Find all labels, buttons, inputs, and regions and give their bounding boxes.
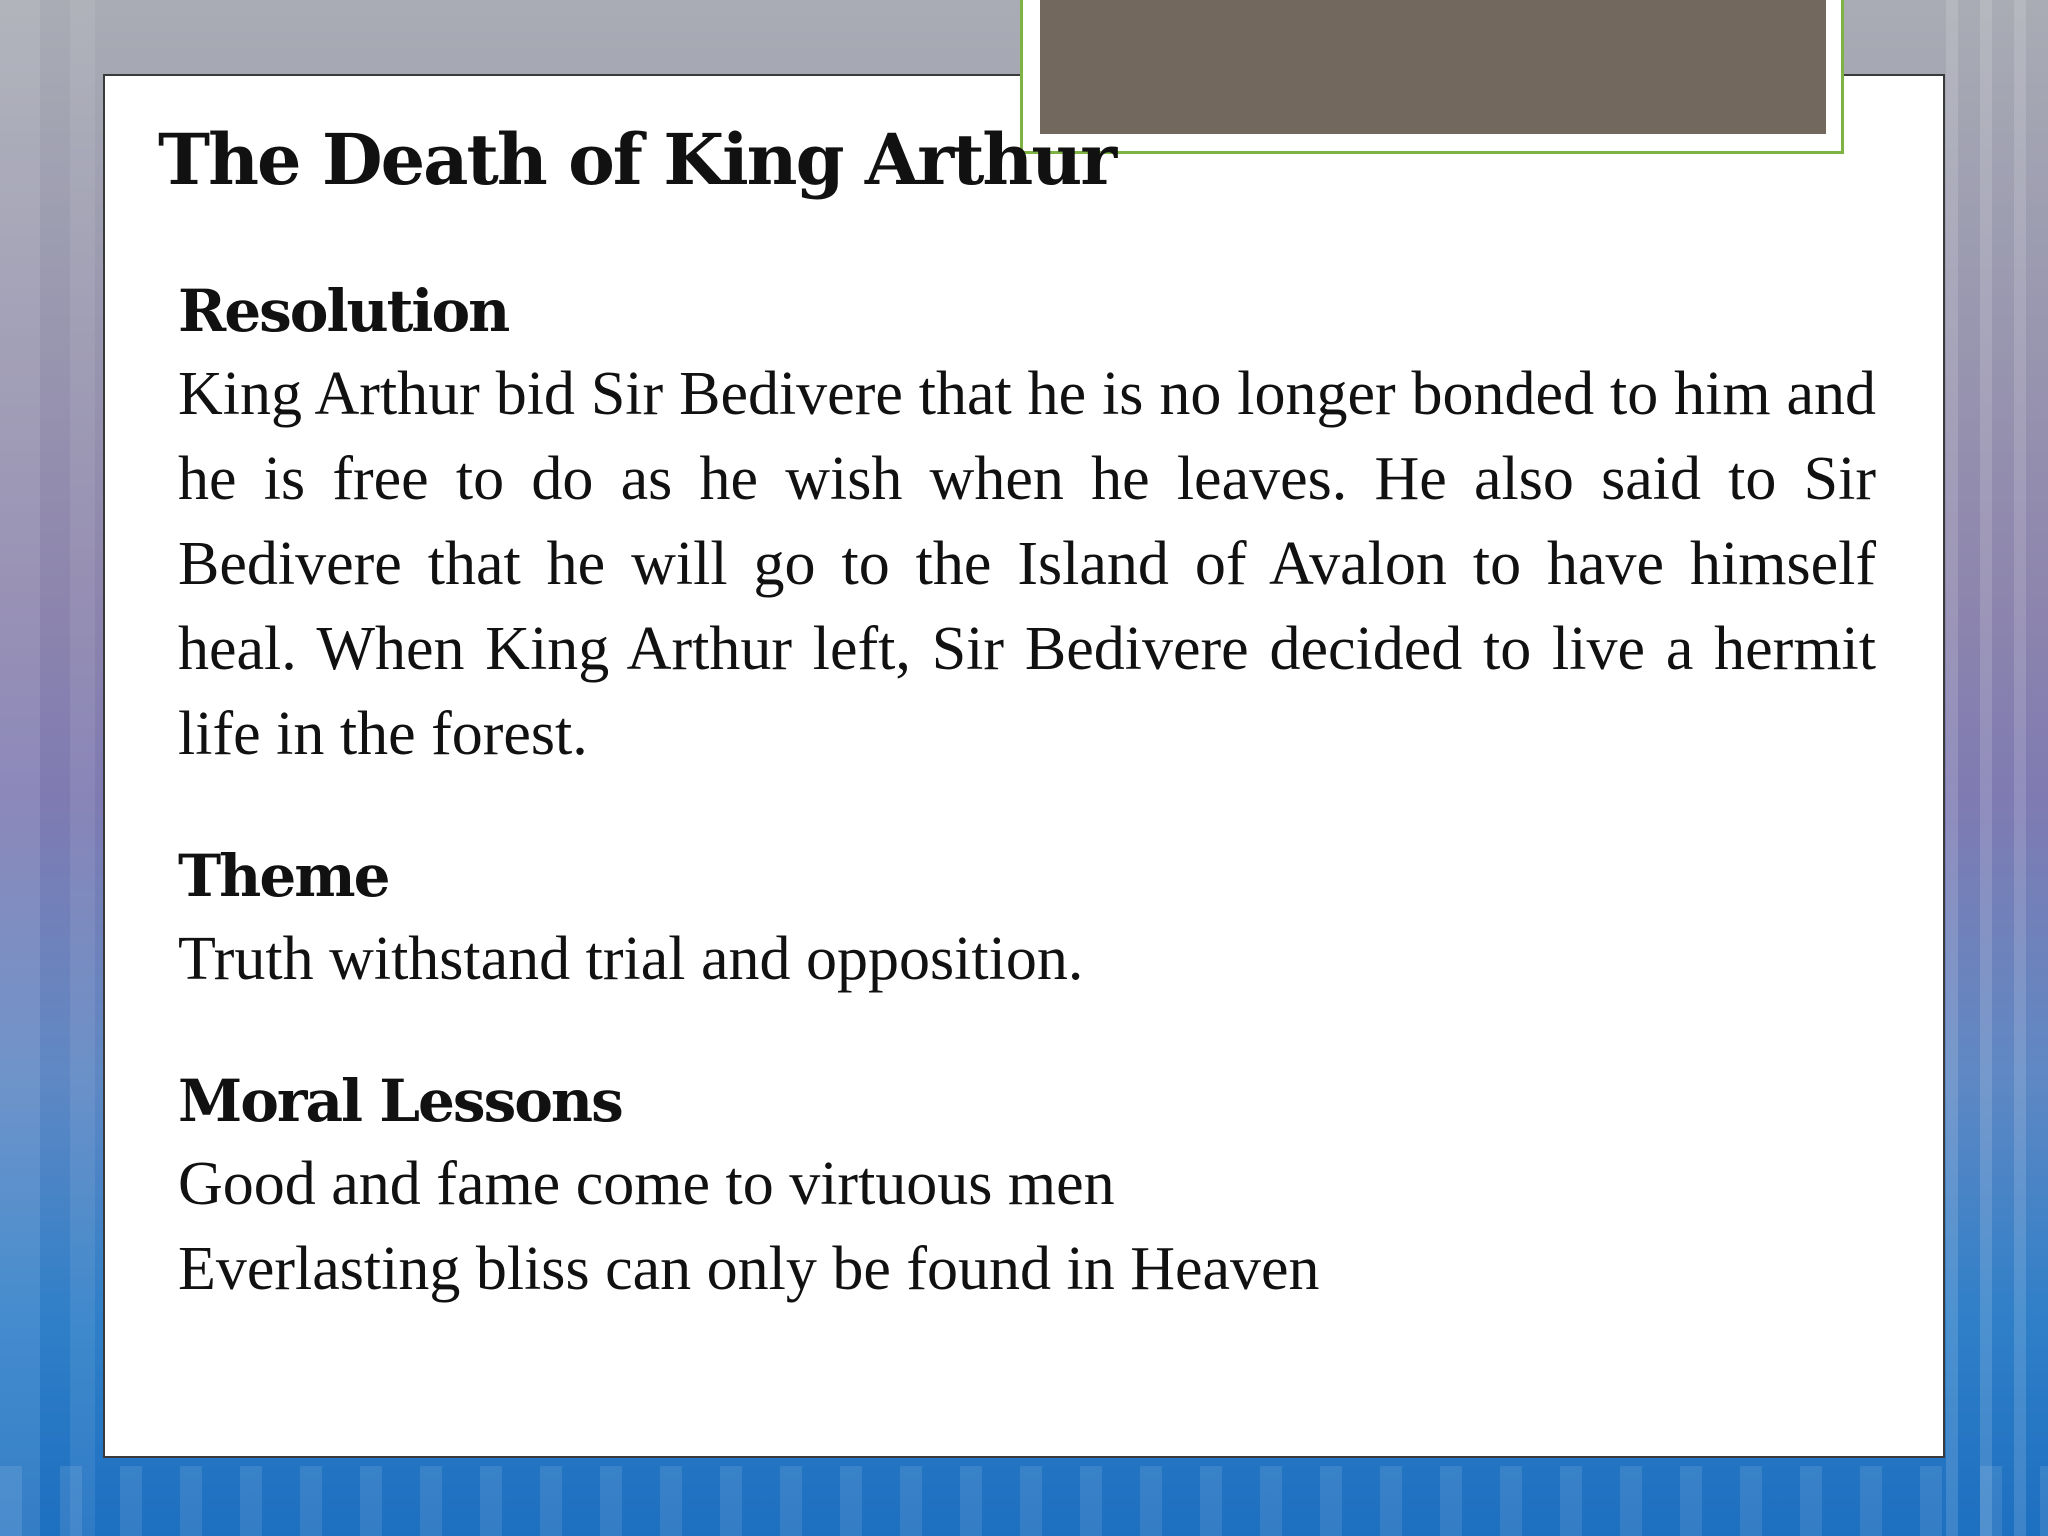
- photo-placeholder: [1040, 0, 1826, 134]
- moral-lessons-section: [178, 1060, 1876, 1312]
- background-stripes-bottom: [0, 1466, 2048, 1536]
- moral-lesson-item: Everlasting bliss can only be found in Heaven: [178, 1235, 1320, 1303]
- theme-section: [178, 835, 1876, 1002]
- slide-title: The Death of King Arthur: [158, 118, 1116, 201]
- theme-text: Truth withstand trial and opposition.: [178, 925, 1084, 993]
- moral-lesson-item: Good and fame come to virtuous men: [178, 1150, 1115, 1218]
- resolution-section: [178, 270, 1876, 777]
- background-stripes-right: [1946, 0, 2048, 1536]
- resolution-heading: Resolution: [178, 277, 509, 345]
- slide-body: [178, 270, 1876, 1312]
- resolution-text: King Arthur bid Sir Bedivere that he is no longer bonded to him and he is free to do as he wish when he leaves. He also said to Sir Bedivere that he will go to the Island of Avalon to have himself heal. When King Arthur left, Sir Bedivere decided to live a hermit life in the forest.: [178, 360, 1876, 768]
- moral-lessons-heading: Moral Lessons: [178, 1067, 622, 1135]
- theme-heading: Theme: [178, 842, 389, 910]
